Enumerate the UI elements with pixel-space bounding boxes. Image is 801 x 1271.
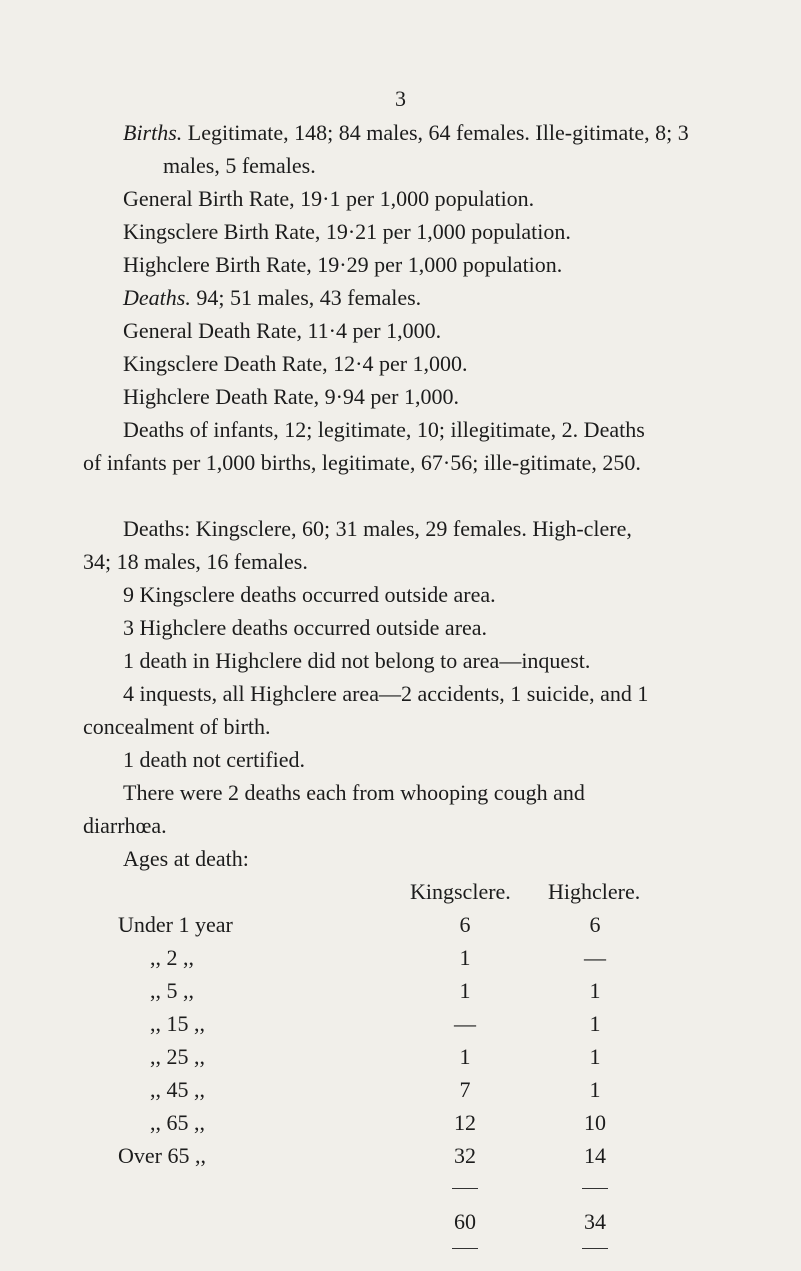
kingsclere-total-rule-bottom [452, 1248, 478, 1249]
age-label: ,, 5 ,, [150, 978, 194, 1003]
kingsclere-death-rate: Kingsclere Death Rate, 12·4 per 1,000. [123, 351, 468, 376]
age-label: Under 1 year [118, 912, 233, 937]
highclere-value: 10 [584, 1110, 606, 1135]
kingsclere-value: 7 [459, 1077, 471, 1102]
inquest-note: 1 death in Highclere did not belong to area—inquest. [123, 648, 591, 673]
kingsclere-birth-rate: Kingsclere Birth Rate, 19·21 per 1,000 population. [123, 219, 571, 244]
infant-deaths-paragraph: Deaths of infants, 12; legitimate, 10; illegitimate, 2. Deaths of infants per 1,000 births, legitimate, 67·56; ille-gitimate, 250. [83, 417, 645, 475]
highclere-value: 1 [589, 1011, 601, 1036]
table-header-row [0, 875, 801, 908]
kingsclere-outside-deaths: 9 Kingsclere deaths occurred outside area. [123, 582, 496, 607]
page-number: 3 [395, 86, 406, 111]
highclere-death-rate: Highclere Death Rate, 9·94 per 1,000. [123, 384, 459, 409]
age-label: ,, 25 ,, [150, 1044, 205, 1069]
highclere-value: 1 [589, 1044, 601, 1069]
table-row [0, 1040, 801, 1073]
highclere-value: 1 [589, 978, 601, 1003]
deaths-heading: Deaths. [123, 285, 191, 310]
deaths-summary: Deaths. 94; 51 males, 43 females. [123, 285, 422, 310]
kingsclere-total: 60 [454, 1209, 476, 1234]
inquests-paragraph: 4 inquests, all Highclere area—2 accidents, 1 suicide, and 1 concealment of birth. [83, 681, 649, 739]
age-label: ,, 15 ,, [150, 1011, 205, 1036]
total-rule-row [0, 1172, 801, 1205]
age-label: ,, 45 ,, [150, 1077, 205, 1102]
highclere-outside-deaths: 3 Highclere deaths occurred outside area. [123, 615, 488, 640]
general-death-rate: General Death Rate, 11·4 per 1,000. [123, 318, 442, 343]
highclere-total-rule-top [582, 1188, 608, 1189]
table-row [0, 1007, 801, 1040]
kingsclere-value: 32 [454, 1143, 476, 1168]
kingsclere-value: 12 [454, 1110, 476, 1135]
highclere-total-rule-bottom [582, 1248, 608, 1249]
kingsclere-value: — [454, 1011, 476, 1036]
ages-table [0, 875, 801, 1271]
age-label: ,, 2 ,, [150, 945, 194, 970]
age-label: ,, 65 ,, [150, 1110, 205, 1135]
highclere-value: — [584, 945, 606, 970]
whooping-cough-paragraph: There were 2 deaths each from whooping cough and diarrhœa. [83, 780, 585, 838]
age-label: Over 65 ,, [118, 1143, 206, 1168]
kingsclere-total-rule-top [452, 1188, 478, 1189]
totals-row [0, 1205, 801, 1238]
kingsclere-value: 1 [459, 1044, 471, 1069]
births-heading: Births. [123, 120, 183, 145]
highclere-value: 6 [589, 912, 601, 937]
highclere-value: 1 [589, 1077, 601, 1102]
deaths-by-area-paragraph: Deaths: Kingsclere, 60; 31 males, 29 females. High-clere, 34; 18 males, 16 females. [83, 516, 632, 574]
kingsclere-column-header: Kingsclere. [410, 879, 511, 904]
table-row [0, 908, 801, 941]
table-row [0, 1139, 801, 1172]
kingsclere-value: 1 [459, 945, 471, 970]
births-paragraph: Births. Legitimate, 148; 84 males, 64 females. Ille-gitimate, 8; 3 males, 5 females. [123, 120, 689, 178]
highclere-value: 14 [584, 1143, 606, 1168]
ages-at-death-heading: Ages at death: [123, 846, 249, 871]
highclere-column-header: Highclere. [548, 879, 641, 904]
table-row [0, 1073, 801, 1106]
table-row [0, 941, 801, 974]
table-row [0, 1106, 801, 1139]
general-birth-rate: General Birth Rate, 19·1 per 1,000 population. [123, 186, 535, 211]
table-row [0, 974, 801, 1007]
highclere-birth-rate: Highclere Birth Rate, 19·29 per 1,000 population. [123, 252, 563, 277]
highclere-total: 34 [584, 1209, 606, 1234]
kingsclere-value: 6 [459, 912, 471, 937]
kingsclere-value: 1 [459, 978, 471, 1003]
not-certified-note: 1 death not certified. [123, 747, 306, 772]
